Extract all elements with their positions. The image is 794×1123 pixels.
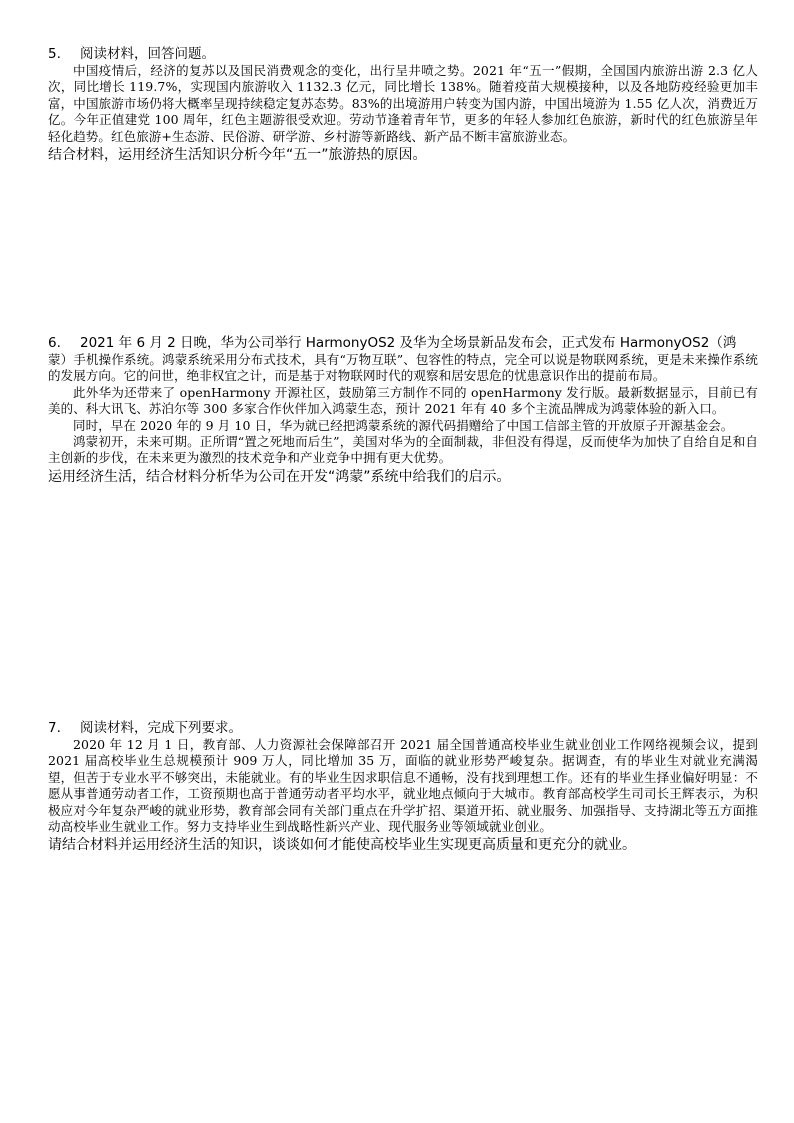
question-prompt: 结合材料，运用经济生活知识分析今年“五一”旅游热的原因。 <box>48 147 427 164</box>
question-6-heading <box>48 335 758 352</box>
question-heading-text: 阅读材料，回答问题。 <box>80 46 215 62</box>
material-paragraph: 鸿蒙初开，未来可期。正所谓“置之死地而后生”，美国对华为的全面制裁，非但没有得逞，反而使华为加快了自给自足和自主创新的步伐，在未来更为激烈的技术竞争和产业竞争中拥有更大优势。 <box>48 434 758 466</box>
question-heading-text: 2021 年 6 月 2 日晚，华为公司举行 HarmonyOS2 及华为全场景新品发布会，正式发布 HarmonyOS2（鸿 <box>80 335 737 351</box>
question-7 <box>48 720 758 854</box>
question-prompt: 运用经济生活，结合材料分析华为公司在开发“鸿蒙”系统中给我们的启示。 <box>48 468 511 485</box>
question-number: 5. <box>48 46 61 62</box>
question-number: 6. <box>48 335 61 351</box>
material-paragraph: 蒙）手机操作系统。鸿蒙系统采用分布式技术，具有“万物互联”、包容性的特点，完全可以说是物联网系统，更是未来操作系统的发展方向。它的问世，绝非权宜之计，而是基于对物联网时代的观察和居安思危的忧患意识作出的提前布局。 <box>48 352 758 384</box>
question-7-heading <box>48 720 758 737</box>
material-paragraph: 2020 年 12 月 1 日，教育部、人力资源社会保障部召开 2021 届全国普通高校毕业生就业创业工作网络视频会议，提到 2021 届高校毕业生总规模预计 909 万人，同比增加 35 万，面临的就业形势严峻复杂。据调查，有的毕业生对就业充满渴望，但苦于专业水平不够突出，未能就业。有的毕业生因求职信息不通畅，没有找到理想工作。还有的毕业生择业偏好明显：不愿从事普通劳动者工作，工资预期也高于普通劳动者平均水平，就业地点倾向于大城市。教育部高校学生司司长王辉表示，为积极应对今年复杂严峻的就业形势，教育部会同有关部门重点在升学扩招、渠道开拓、就业服务、加强指导、支持湖北等五方面推动高校毕业生就业工作。努力支持毕业生到战略性新兴产业、现代服务业等领域就业创业。 <box>48 737 758 835</box>
question-5 <box>48 46 758 164</box>
question-prompt: 请结合材料并运用经济生活的知识，谈谈如何才能使高校毕业生实现更高质量和更充分的就业。 <box>48 837 636 854</box>
question-heading-text: 阅读材料，完成下列要求。 <box>80 720 242 736</box>
question-5-heading <box>48 46 758 63</box>
material-paragraph: 此外华为还带来了 openHarmony 开源社区，鼓励第三方制作不同的 openHarmony 发行版。最新数据显示，目前已有美的、科大讯飞、苏泊尔等 300 多家合作伙伴加入鸿蒙生态，预计 2021 年有 40 多个主流品牌成为鸿蒙体验的新入口。 <box>48 384 758 417</box>
material-paragraph: 同时，早在 2020 年的 9 月 10 日，华为就已经把鸿蒙系统的源代码捐赠给了中国工信部主管的开放原子开源基金会。 <box>73 417 734 433</box>
material-paragraph: 中国疫情后，经济的复苏以及国民消费观念的变化，出行呈井喷之势。2021 年“五一”假期，全国国内旅游出游 2.3 亿人次，同比增长 119.7%，实现国内旅游收入 1132.3 亿元，同比增长 138%。随着疫苗大规模接种，以及各地防疫经验更加丰富，中国旅游市场仍将大概率呈现持续稳定复苏态势。83%的出境游用户转变为国内游，中国出境游为 1.55 亿人次，消费近万亿。今年正值建党 100 周年，红色主题游很受欢迎。劳动节逢着青年节，更多的年轻人参加红色旅游，新时代的红色旅游呈年轻化趋势。红色旅游+生态游、民俗游、研学游、乡村游等新路线、新产品不断丰富旅游业态。 <box>48 63 758 144</box>
question-6 <box>48 335 758 486</box>
question-number: 7. <box>48 720 61 736</box>
